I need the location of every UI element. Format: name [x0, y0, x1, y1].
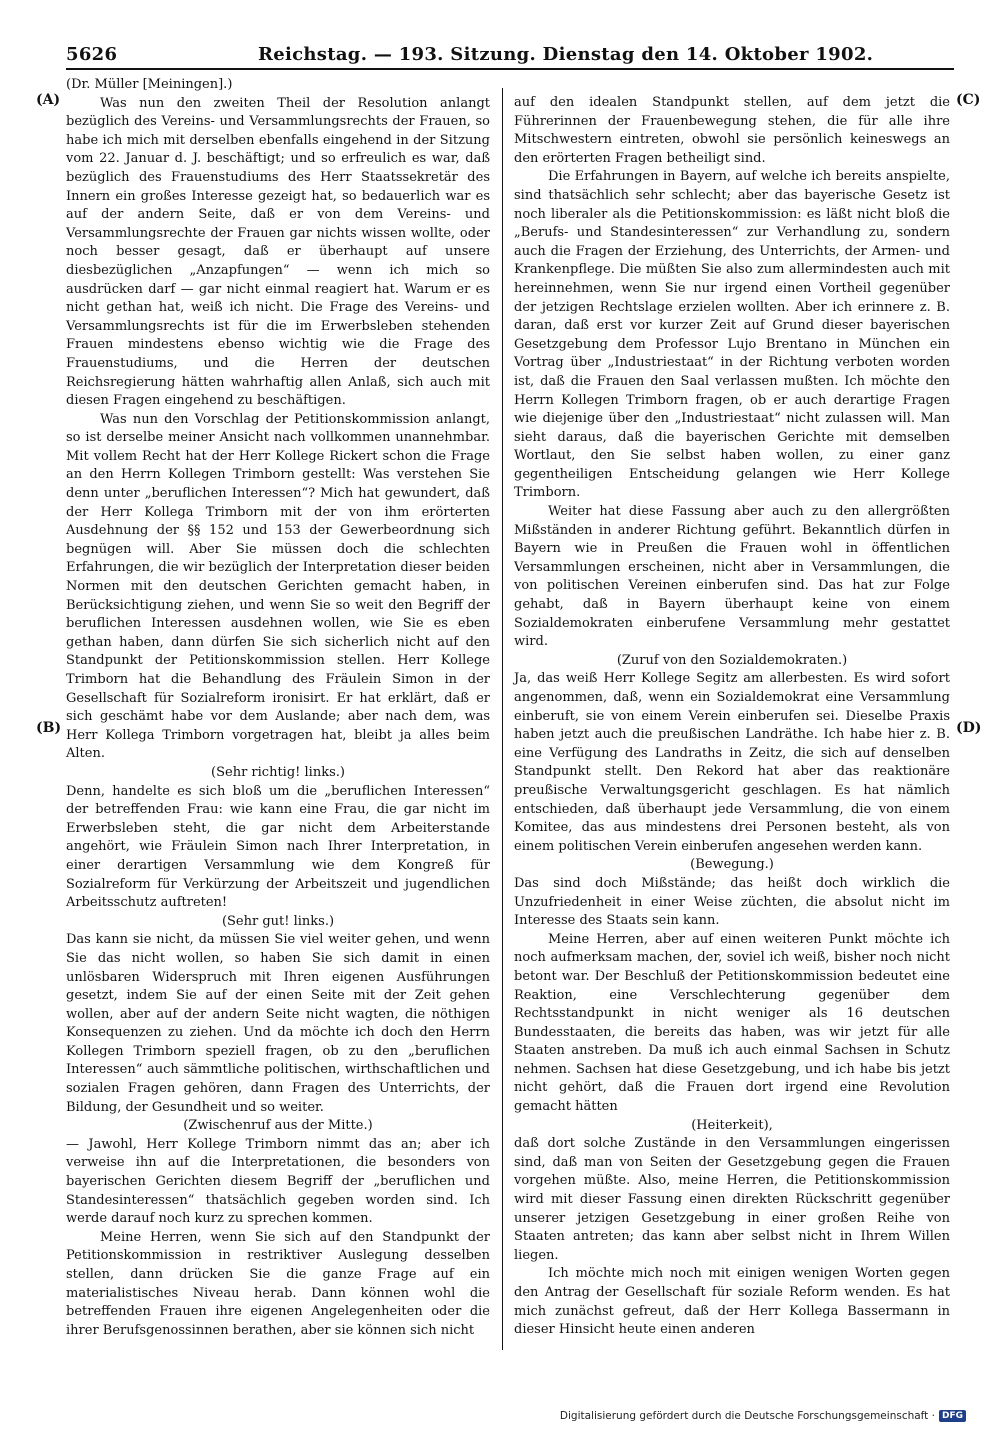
speaker-label: (Dr. Müller [Meiningen].): [66, 77, 233, 92]
paragraph: Was nun den Vorschlag der Petitionskommission anlangt, so ist derselbe meiner Ansicht nach vollkommen unannehmbar. Mit vollem Recht hat der Herr Kollege Rickert schon die Frage an den Herrn Kollegen Trimborn gestellt: Was verstehen Sie denn unter „beruflichen Interessen“? Mich hat gewundert, daß der Herr Kollega Trimborn mit der von ihm erörterten Ausdehnung der §§ 152 und 153 der Gewerbeordnung sich begnügen will. Aber Sie müssen doch die schlechten Erfahrungen, die wir bezüglich der Interpretation dieser beiden Normen mit den deutschen Gerichten gemacht haben, in Berücksichtigung ziehen, und wenn Sie so weit den Begriff der beruflichen Interessen ausdehnen wollen, wie Sie es eben gethan haben, dann dürfen Sie sich sicherlich nicht auf den Standpunkt der Petitionskommission stellen. Herr Kollege Trimborn hat die Behandlung des Fräulein Simon in der Gesellschaft für Sozialreform ironisirt. Er hat erklärt, daß er sich geschämt habe vor dem Auslande; aber nach dem, was Herr Kollega Trimborn vorgetragen hat, bleibt ja alles beim Alten.: [66, 411, 490, 762]
margin-marker-a: (A): [36, 92, 61, 108]
paragraph: daß dort solche Zustände in den Versammlungen eingerissen sind, daß man von Seiten der Gesetzgebung gegen die Frauen vorgehen müßte. Also, meine Herren, die Petitionskommission wird mit dieser Fassung einen direkten Rückschritt gegenüber unserer jetzigen Gesetzgebung in einer großen Reihe von Staaten antreten; das kann aber selbst nicht in Ihrem Willen liegen.: [514, 1136, 950, 1263]
paragraph: Ich möchte mich noch mit einigen wenigen Worten gegen den Antrag der Gesellschaft für soziale Reform wenden. Es hat mich zunächst gefreut, daß der Herr Kollega Bassermann in dieser Hinsicht heute einen anderen: [514, 1266, 950, 1338]
footer-credit: [560, 1408, 966, 1424]
paragraph: auf den idealen Standpunkt stellen, auf dem jetzt die Führerinnen der Frauenbewegung stehen, die für alle ihre Mitschwestern eintreten, obwohl sie persönlich keineswegs an den erörterten Fragen betheiligt sind.: [514, 95, 950, 166]
dfg-logo-icon: DFG: [939, 1410, 966, 1422]
paragraph: Meine Herren, aber auf einen weiteren Punkt möchte ich noch aufmerksam machen, der, soviel ich weiß, bisher noch nicht betont war. Der Beschluß der Petitionskommission bedeutet eine Reaktion, eine Verschlechterung gegenüber dem Rechtsstandpunkt in nicht weniger als 16 deutschen Bundesstaaten, die bereits das haben, was wir jetzt für alle Staaten anstreben. Da muß ich auch einmal Sachsen in Schutz nehmen. Sachsen hat diese Gesetzgebung, und ich habe bis jetzt nicht gehört, daß die Frauen dort irgend eine Revolution gemacht hätten: [514, 931, 950, 1115]
paragraph: Die Erfahrungen in Bayern, auf welche ich bereits anspielte, sind thatsächlich sehr schlecht; aber das bayerische Gesetz ist noch liberaler als die Petitionskommission: es läßt nicht bloß die „Berufs- und Standesinteressen“ zur Verhandlung zu, sondern auch die Fragen der Erziehung, des Unterrichts, der Armen- und Krankenpflege. Die müßten Sie also zum allermindesten auch mit hereinnehmen, wenn Sie nur irgend einen Vortheil gegenüber der jetzigen Rechtslage erzielen wollten. Aber ich erinnere z. B. daran, daß erst vor kurzer Zeit auf Grund dieser bayerischen Gesetzgebung dem Professor Lujo Brentano in München ein Vortrag über „Industriestaat“ in der Richtung verboten worden ist, daß die Frauen den Saal verlassen mußten. Ich möchte den Herrn Kollegen Trimborn fragen, ob er auch derartige Fragen wie diejenige über den „Industriestaat“ nicht zulassen will. Man sieht daraus, daß die bayerischen Gerichte mit demselben Wortlaut, den Sie selbst haben wollen, zu einer ganz gegentheiligen Entscheidung gelangen wie Herr Kollege Trimborn.: [514, 169, 950, 501]
interjection: (Heiterkeit),: [691, 1117, 773, 1133]
header-rule: [66, 68, 954, 70]
paragraph: Das sind doch Mißstände; das heißt doch wirklich die Unzufriedenheit in einer Weise züchten, die absolut nicht im Interesse des Staats sein kann.: [514, 875, 950, 929]
margin-marker-b: (B): [36, 720, 62, 736]
paragraph: Das kann sie nicht, da müssen Sie viel weiter gehen, und wenn Sie das nicht wollen, so haben Sie sich damit in einen unlösbaren Widerspruch mit Ihren eigenen Ausführungen gesetzt, indem Sie auf der einen Seite mit der Zeit gehen wollen, aber auf der andern Seite nicht wagten, die nöthigen Konsequenzen zu ziehen. Und da möchte ich doch den Herrn Kollegen Trimborn speziell fragen, ob zu den „beruflichen Interessen“ auch sämmtliche politischen, wirthschaftlichen und sozialen Fragen gehören, dann Fragen des Unterrichts, der Bildung, der Gesundheit und so weiter.: [66, 932, 490, 1115]
paragraph: Ja, das weiß Herr Kollege Segitz am allerbesten. Es wird sofort angenommen, daß, wenn ein Sozialdemokrat eine Versammlung einberuft, sie von einem Verein einberufen sei. Dieselbe Praxis haben jetzt auch die preußischen Landräthe. Ich habe hier z. B. eine Verfügung des Landraths in Zeitz, die sich auf denselben Standpunkt stellt. Den Rekord hat aber das reaktionäre preußische Verwaltungsgericht geschlagen. Es hat nämlich entschieden, daß überhaupt jede Versammlung, die von einem Komitee, das aus mindestens drei Personen besteht, als von einem politischen Verein einberufen angesehen werden kann.: [514, 671, 950, 854]
interjection: (Zuruf von den Sozialdemokraten.): [616, 652, 848, 668]
column-divider: [502, 88, 503, 1350]
interjection: (Sehr richtig! links.): [211, 764, 345, 780]
margin-marker-d: (D): [956, 720, 982, 736]
interjection: (Bewegung.): [690, 857, 774, 873]
running-title: Reichstag. — 193. Sitzung. Dienstag den 14. Oktober 1902.: [258, 44, 874, 65]
paragraph: — Jawohl, Herr Kollege Trimborn nimmt das an; aber ich verweise ihn auf die Interpretationen, die besonders von bayerischen Gerichten diesem Begriff der „beruflichen und Standesinteressen“ thatsächlich gegeben worden sind. Ich werde darauf noch kurz zu sprechen kommen.: [66, 1136, 490, 1227]
paragraph: Denn, handelte es sich bloß um die „beruflichen Interessen“ der betreffenden Frau: wie kann eine Frau, die gar nicht im Erwerbsleben steht, die gar nicht dem Arbeiterstande angehört, wie Fräulein Simon nach Ihrer Interpretation, in einer derartigen Versammlung wie dem Kongreß für Sozialreform für Verkürzung der Arbeitszeit und jugendlichen Arbeitsschutz auftreten!: [66, 783, 490, 911]
interjection: (Sehr gut! links.): [221, 913, 335, 929]
footer-text: Digitalisierung gefördert durch die Deutsche Forschungsgemeinschaft ·: [559, 1410, 935, 1422]
page-number: 5626: [66, 44, 118, 65]
margin-marker-c: (C): [956, 92, 981, 108]
paragraph: Was nun den zweiten Theil der Resolution anlangt bezüglich des Vereins- und Versammlungsrechts der Frauen, so habe ich mich mit derselben ebenfalls eingehend in der Sitzung vom 22. Januar d. J. beschäftigt; und so erfreulich es war, daß bezüglich des Frauenstudiums des Herr Staatssekretär des Innern ein großes Interesse gezeigt hat, so bedauerlich war es auf der andern Seite, daß er von dem Vereins- und Versammlungsrechte der Frauen gar nichts wissen wollte, oder noch besser gesagt, daß er überhaupt auf unsere diesbezüglichen „Anzapfungen“ — wenn ich mich so ausdrücken darf — gar nicht einmal reagiert hat. Warum er es nicht gethan hat, weiß ich nicht. Die Frage des Vereins- und Versammlungsrechts ist für die im Erwerbsleben stehenden Frauen mindestens ebenso wichtig wie die Frage des Frauenstudiums, und die Herren der deutschen Reichsregierung hätten wahrhaftig allen Anlaß, sich auch mit diesen Fragen eingehend zu beschäftigen.: [66, 95, 490, 409]
page-header: [66, 40, 966, 70]
right-column: [514, 94, 950, 1340]
interjection: (Zwischenruf aus der Mitte.): [183, 1118, 373, 1134]
paragraph: Weiter hat diese Fassung aber auch zu den allergrößten Mißständen in anderer Richtung geführt. Bekanntlich dürfen in Bayern wie in Preußen die Frauen wohl in öffentlichen Versammlungen erscheinen, nicht aber in Versammlungen, die von politischen Vereinen einberufen sind. Das hat zur Folge gehabt, daß in Bayern überhaupt keine von einem Sozialdemokraten einberufene Versammlung mehr gestattet wird.: [514, 504, 950, 650]
left-column: [66, 76, 490, 1340]
paragraph: Meine Herren, wenn Sie sich auf den Standpunkt der Petitionskommission in restriktiver Auslegung desselben stellen, dann drücken Sie die ganze Frage auf ein materialistisches Niveau herab. Dann können wohl die betreffenden Frauen ihre eigenen Angelegenheiten oder die ihrer Berufsgenossinnen berathen, aber sie können sich nicht: [66, 1229, 490, 1338]
